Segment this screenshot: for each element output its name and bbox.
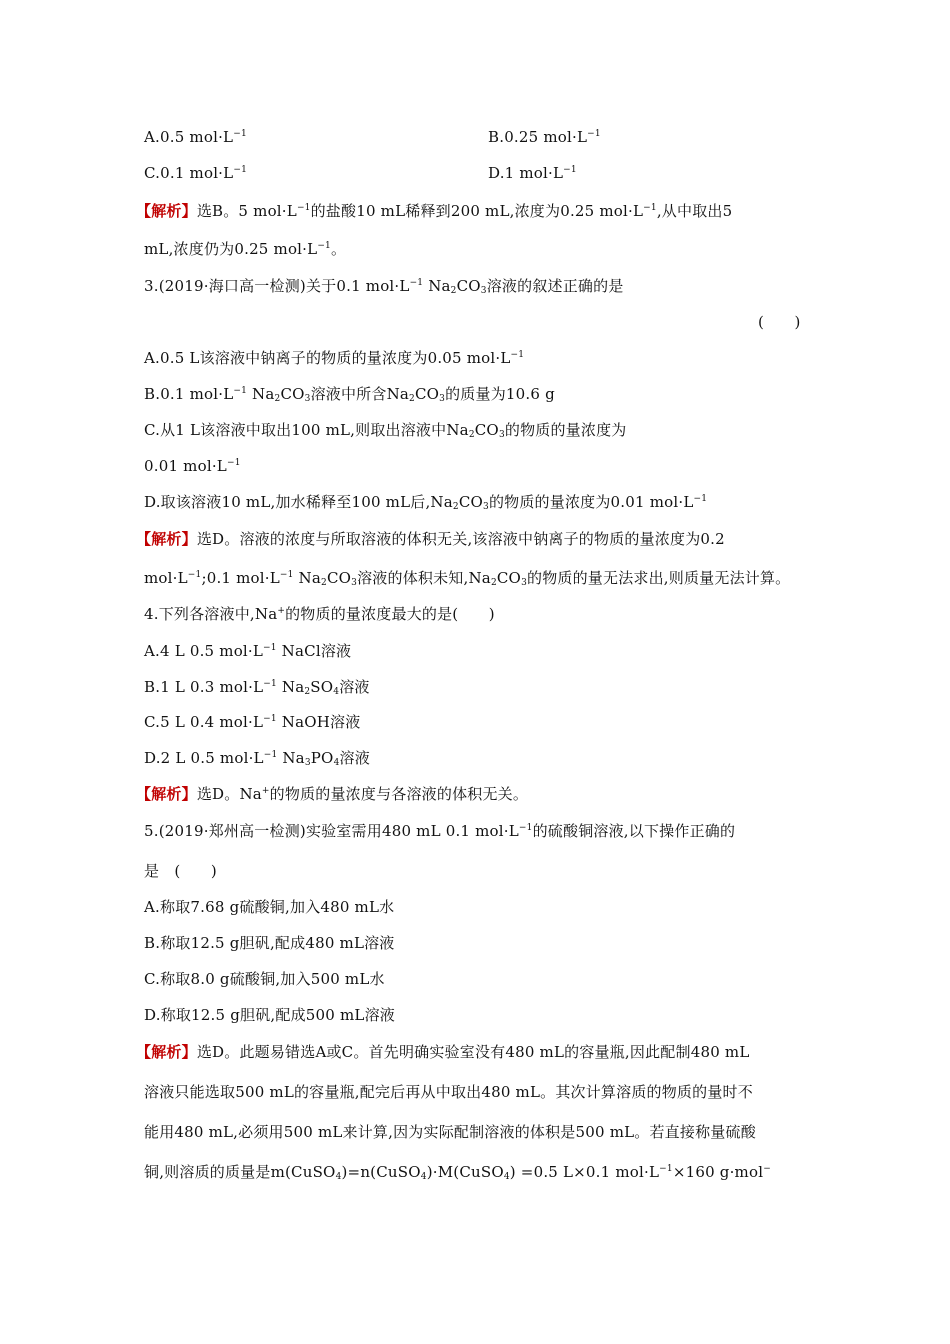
analysis-tag: 【解析】 [136,530,197,548]
q4-option-b: B.1 L 0.3 $mol\cdot L^{-1}$ $Na_2SO_4$溶液 [144,678,370,697]
q2-option-c: C.0.1 mol·L [144,164,234,182]
analysis-tag: 【解析】 [136,202,197,220]
q2-option-a: A.0.5 mol·L [144,128,234,146]
q4-stem: 4.下列各溶液中,Na+的物质的量浓度最大的是( ) [144,605,495,623]
q2-option-c-line: C.0.1 $mol\cdot L^{-1}$ D.1 $mol\cdot L^{-1}$ [144,164,577,182]
q3-analysis-line-2: $mol\cdot L^{-1};0.1$ $mol\cdot L^{-1}$ $Na_2CO_3$溶液的体积未知$,Na_2CO_3$的物质的量无法求出,则质量无法计算。 [144,569,791,588]
q5-option-c: C.称取8.0 g硫酸铜,加入500 mL水 [144,970,385,988]
q2-option-a-line: A.0.5 $mol\cdot L^{-1}$ B.0.25 $mol\cdot L^{-1}$ [144,128,601,146]
q3-analysis-line-1: 【解析】选D。溶液的浓度与所取溶液的体积无关,该溶液中钠离子的物质的量浓度为0.2 [136,530,725,548]
q5-stem-cont: 是 ( ) [144,862,217,880]
q5-analysis-line-3: 能用480 mL,必须用500 mL来计算,因为实际配制溶液的体积是500 mL。若直接称量硫酸 [144,1123,756,1141]
q4-option-d: D.2 L 0.5 $mol\cdot L^{-1}$ $Na_3PO_4$溶液 [144,749,370,768]
q3-option-b: B.0.1 $mol\cdot L^{-1}$ $Na_2CO_3$溶液中所含$Na_2CO_3$的质量为10.6 g [144,385,555,404]
q3-option-c-cont: 0.01 $mol\cdot L^{-1}$ [144,457,241,475]
q5-stem: 5.(2019·郑州高一检测)实验室需用480 mL 0.1 $mol\cdot L^{-1}$的硫酸铜溶液,以下操作正确的 [144,822,736,840]
q4-option-c: C.5 L 0.4 $mol\cdot L^{-1}$ NaOH溶液 [144,713,361,731]
q5-analysis-line-1: 【解析】选D。此题易错选A或C。首先明确实验室没有480 mL的容量瓶,因此配制480 mL [136,1043,750,1061]
q2-option-d: D.1 $mol\cdot L^{-1}$ [488,164,577,182]
q3-option-a: A.0.5 L该溶液中钠离子的物质的量浓度为0.05 $mol\cdot L^{-1}$ [144,349,525,367]
analysis-tag: 【解析】 [136,1043,197,1061]
q5-analysis-line-4: 铜,则溶质的质量是m(CuSO$_4$)=n(CuSO$_4$)·M(CuSO$_4$) =0.5 L×0.1 $mol\cdot L^{-1}\times 160$ g·mol− [144,1163,771,1182]
analysis-tag: 【解析】 [136,785,197,803]
q2-analysis-line-2: mL,浓度仍为0.25 $mol\cdot L^{-1}$。 [144,240,347,258]
q2-option-b: B.0.25 $mol\cdot L^{-1}$ [488,128,601,146]
q3-option-c: C.从1 L该溶液中取出100 mL,则取出溶液中$Na_2CO_3$的物质的量浓度为 [144,421,627,440]
q2-analysis-line-1: 【解析】选B。5 $mol\cdot L^{-1}$的盐酸10 mL稀释到200 mL,浓度为0.25 $mol\cdot L^{-1}$,从中取出5 [136,202,733,220]
q5-option-a: A.称取7.68 g硫酸铜,加入480 mL水 [144,898,395,916]
q5-option-d: D.称取12.5 g胆矾,配成500 mL溶液 [144,1006,395,1024]
q4-analysis: 【解析】选D。Na+的物质的量浓度与各溶液的体积无关。 [136,785,529,803]
q3-stem: 3.(2019·海口高一检测)关于0.1 $mol\cdot L^{-1}$ $Na_2CO_3$溶液的叙述正确的是 [144,277,624,296]
q4-option-a: A.4 L 0.5 $mol\cdot L^{-1}$ NaCl溶液 [144,642,352,660]
q5-analysis-line-2: 溶液只能选取500 mL的容量瓶,配完后再从中取出480 mL。其次计算溶质的物质的量时不 [144,1083,753,1101]
q3-option-d: D.取该溶液10 mL,加水稀释至100 mL后$,Na_2CO_3$的物质的量浓度为0.01 $mol\cdot L^{-1}$ [144,493,708,512]
q3-answer-bracket: ( ) [758,313,801,331]
q5-option-b: B.称取12.5 g胆矾,配成480 mL溶液 [144,934,395,952]
